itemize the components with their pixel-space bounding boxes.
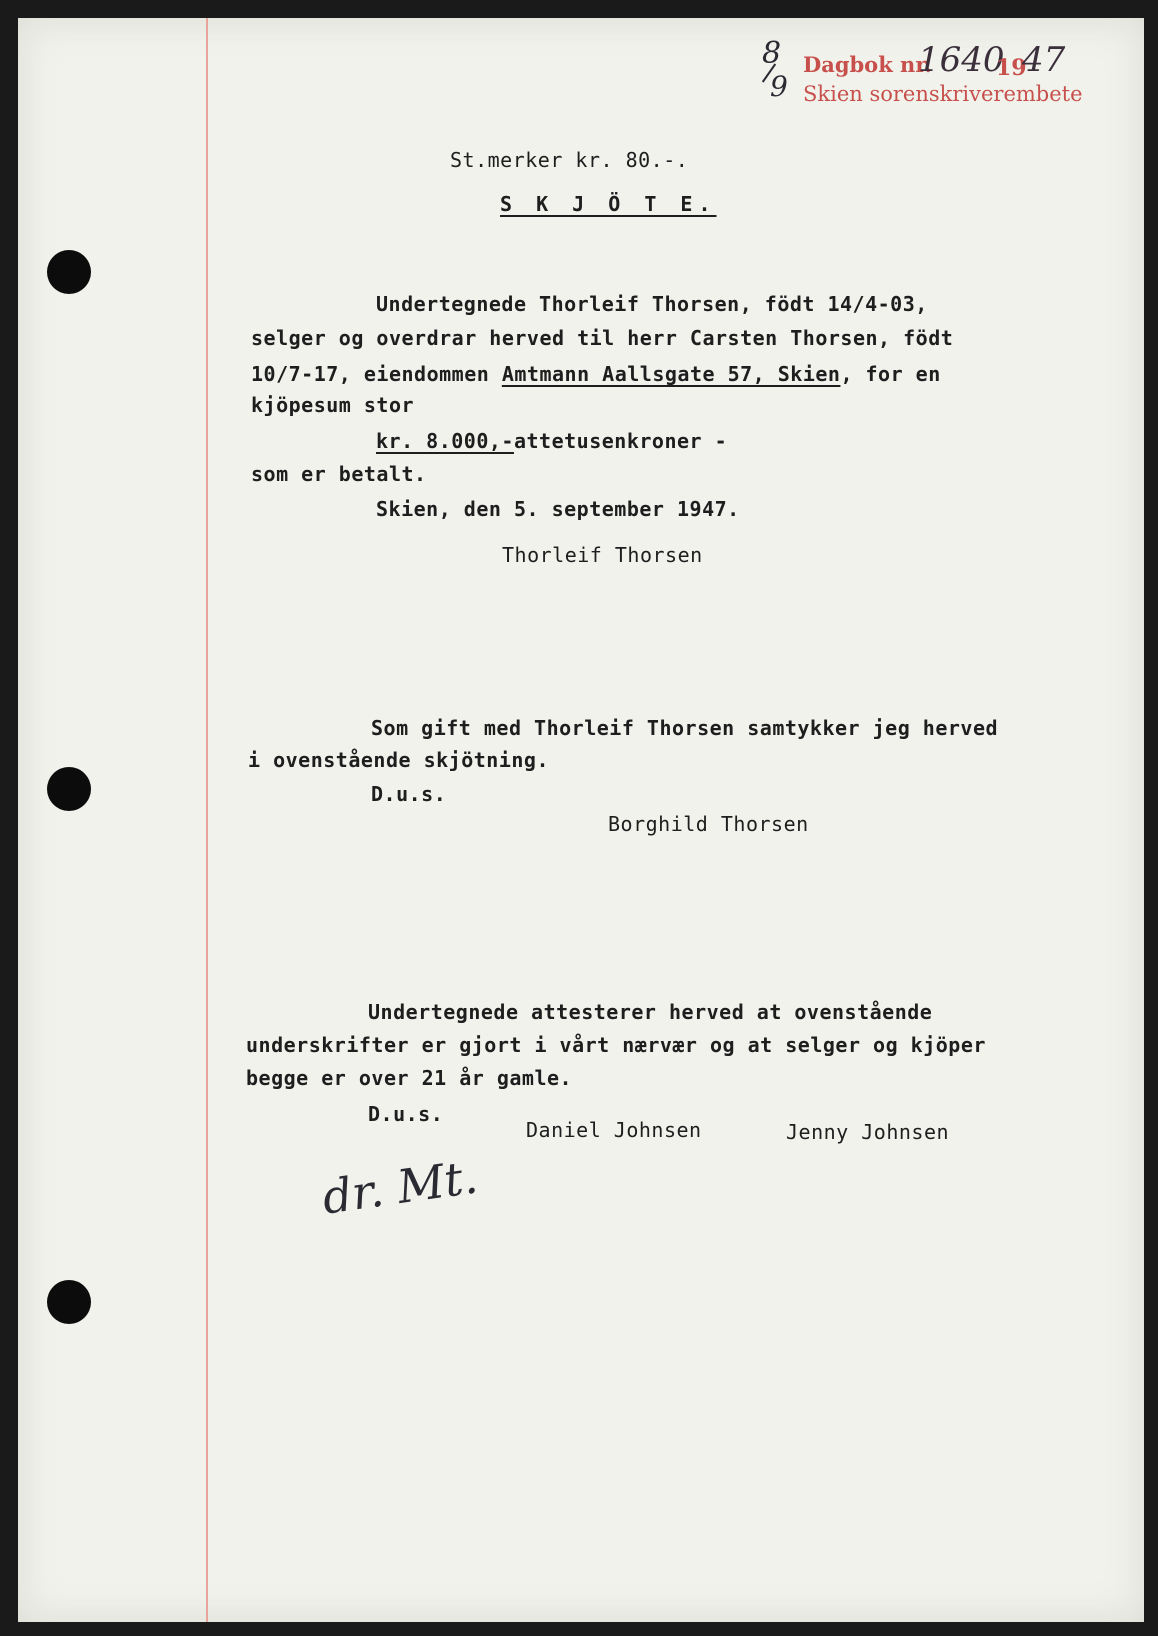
punch-hole-top — [47, 250, 91, 294]
deed-line-4: kjöpesum stor — [251, 393, 415, 417]
consent-line-2: i ovenstående skjötning. — [248, 748, 549, 772]
stamp-dagbok-number: 1640 — [918, 40, 1005, 80]
date-note-day: 8 — [762, 36, 782, 71]
date-note-month: 9 — [770, 70, 788, 103]
stamp-duty-line: St.merker kr. 80.-. — [450, 148, 689, 172]
deed-place-date: Skien, den 5. september 1947. — [376, 497, 740, 521]
deed-signature: Thorleif Thorsen — [502, 543, 703, 567]
deed-line-3: 10/7-17, eiendommen Amtmann Aallsgate 57, Skien, for en — [251, 362, 941, 386]
attestation-line-1: Undertegnede attesterer herved at ovenstående — [368, 1000, 933, 1024]
deed-line-6: som er betalt. — [251, 462, 427, 486]
consent-signature: Borghild Thorsen — [608, 812, 809, 836]
attestation-line-3: begge er over 21 år gamle. — [246, 1066, 573, 1090]
attestation-line-2: underskrifter er gjort i vårt nærvær og at selger og kjöper — [246, 1033, 986, 1057]
punch-hole-middle — [47, 767, 91, 811]
deed-line-5: kr. 8.000,-attetusenkroner - — [376, 429, 728, 453]
consent-line-1: Som gift med Thorleif Thorsen samtykker jeg herved — [371, 716, 999, 740]
punch-hole-bottom — [47, 1280, 91, 1324]
witness-2-signature: Jenny Johnsen — [786, 1120, 950, 1144]
document-page — [18, 18, 1144, 1622]
witness-1-signature: Daniel Johnsen — [526, 1118, 702, 1142]
purchase-amount: kr. 8.000,- — [376, 429, 514, 453]
margin-rule — [206, 18, 208, 1622]
consent-dus: D.u.s. — [371, 782, 447, 806]
handwritten-initials: dr. Mt. — [319, 1149, 481, 1225]
stamp-year-print: 19 — [996, 55, 1027, 81]
document-title: S K J Ö T E. — [500, 192, 717, 216]
attestation-dus: D.u.s. — [368, 1102, 444, 1126]
deed-line-1: Undertegnede Thorleif Thorsen, födt 14/4-03, — [376, 292, 928, 316]
stamp-office: Skien sorenskriverembete — [803, 82, 1083, 106]
stamp-dagbok-label: Dagbok nr. — [803, 52, 932, 77]
property-address: Amtmann Aallsgate 57, Skien — [501, 362, 841, 386]
stamp-year-hand: 47 — [1022, 40, 1066, 80]
deed-line-2: selger og overdrar herved til herr Carsten Thorsen, födt — [251, 326, 954, 350]
